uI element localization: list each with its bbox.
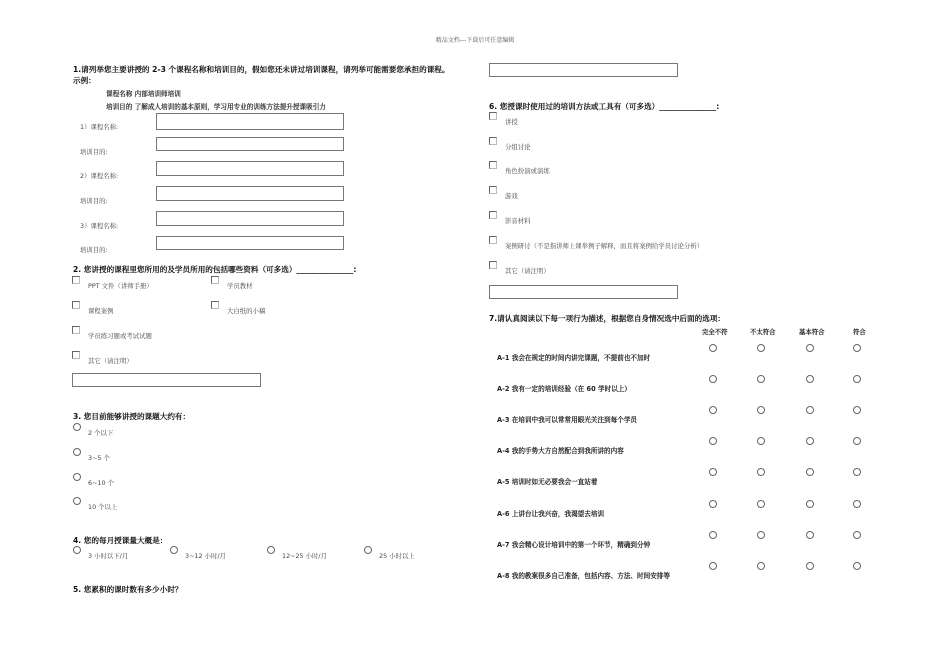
q7-radio-3[interactable] <box>806 375 814 383</box>
q1-field-label: 培训目的: <box>80 197 108 205</box>
q4-radio[interactable] <box>364 546 372 554</box>
q7-radio-1[interactable] <box>709 500 717 508</box>
q6-option-label: 其它（请注明） <box>505 267 550 275</box>
q7-radio-4[interactable] <box>853 562 861 570</box>
q1-goal-2-input[interactable] <box>156 186 344 201</box>
q1-example-label: 示例： <box>73 76 96 85</box>
q2-option-label: 课程案例 <box>88 307 114 315</box>
q7-radio-3[interactable] <box>806 562 814 570</box>
q4-radio[interactable] <box>267 546 275 554</box>
q3-option-label: 3~5 个 <box>88 454 110 462</box>
q2-option-label: PPT 文件（讲师手册） <box>88 282 153 290</box>
q7-radio-3[interactable] <box>806 531 814 539</box>
q2-title: 2. 您讲授的课程里您所用的及学员所用的包括哪些资料（可多选）_______________: <box>73 265 357 274</box>
q6-option-label: 角色扮演或演练 <box>505 167 550 175</box>
q7-radio-4[interactable] <box>853 406 861 414</box>
q7-radio-1[interactable] <box>709 406 717 414</box>
q7-radio-4[interactable] <box>853 375 861 383</box>
q7-row-label: A-1 我会在规定的时间内讲完课题，不提前也不加时 <box>497 354 651 362</box>
q2-checkbox[interactable] <box>72 276 80 284</box>
q7-radio-2[interactable] <box>757 344 765 352</box>
q1-field-label: 1）课程名称: <box>80 123 119 131</box>
q2-checkbox[interactable] <box>72 351 80 359</box>
q1-field-label: 培训目的: <box>80 246 108 254</box>
q7-column-header: 不太符合 <box>750 328 776 336</box>
q5-hours-input[interactable] <box>489 63 678 77</box>
q3-radio[interactable] <box>73 473 81 481</box>
q7-radio-4[interactable] <box>853 344 861 352</box>
q6-checkbox[interactable] <box>489 112 497 120</box>
q7-column-header: 完全不符 <box>702 328 728 336</box>
q7-radio-1[interactable] <box>709 531 717 539</box>
q7-row-label: A-4 我的手势大方自然配合到我所讲的内容 <box>497 447 624 455</box>
q3-radio[interactable] <box>73 448 81 456</box>
q6-checkbox[interactable] <box>489 236 497 244</box>
q2-other-input[interactable] <box>72 373 261 387</box>
q7-radio-2[interactable] <box>757 375 765 383</box>
q2-option-label: 大白纸的小稿 <box>227 307 266 315</box>
q7-row-label: A-5 培训时如无必要我会一直站着 <box>497 478 598 486</box>
q7-radio-3[interactable] <box>806 500 814 508</box>
q7-radio-1[interactable] <box>709 437 717 445</box>
q6-option-label: 案例研讨（不是指讲师上课举例子解释，而且将案例给学员讨论分析） <box>505 242 704 250</box>
q7-column-header: 基本符合 <box>799 328 825 336</box>
q7-radio-3[interactable] <box>806 406 814 414</box>
q7-row-label: A-7 我会精心设计培训中的第一个环节，精确到分钟 <box>497 541 651 549</box>
page-header: 精品文档---下载后可任意编辑 <box>435 37 515 44</box>
q7-radio-3[interactable] <box>806 437 814 445</box>
q6-checkbox[interactable] <box>489 137 497 145</box>
q1-course-3-input[interactable] <box>156 211 344 226</box>
q4-option-label: 25 小时以上 <box>379 552 415 560</box>
q1-title: 1.请列举您主要讲授的 2-3 个课程名称和培训目的，假如您还未讲过培训课程，请列举可能需要您承担的课程。 <box>73 65 450 74</box>
q1-goal-1-input[interactable] <box>156 137 344 151</box>
q6-other-input[interactable] <box>489 285 678 299</box>
q4-title: 4. 您的每月授课量大概是： <box>73 536 168 545</box>
q7-radio-2[interactable] <box>757 531 765 539</box>
q7-row-label: A-2 我有一定的培训经验（在 60 学时以上） <box>497 385 631 393</box>
q7-radio-4[interactable] <box>853 468 861 476</box>
q2-option-label: 学员教材 <box>227 282 253 290</box>
q1-course-2-input[interactable] <box>156 161 344 176</box>
q2-checkbox[interactable] <box>211 301 219 309</box>
q3-radio[interactable] <box>73 497 81 505</box>
q3-title: 3. 您目前能够讲授的课题大约有： <box>73 412 191 421</box>
q6-option-label: 影音材料 <box>505 217 531 225</box>
q1-field-label: 2）课程名称: <box>80 172 119 180</box>
q7-radio-4[interactable] <box>853 437 861 445</box>
q6-checkbox[interactable] <box>489 211 497 219</box>
q6-title: 6. 您授课时使用过的培训方法或工具有（可多选）_______________: <box>489 102 720 111</box>
q6-option-label: 游戏 <box>505 192 518 200</box>
q7-radio-4[interactable] <box>853 531 861 539</box>
q7-title: 7.请认真阅读以下每一项行为描述，根据您自身情况选中后面的选项： <box>489 314 725 323</box>
q7-column-header: 符合 <box>853 328 866 336</box>
q4-option-label: 12~25 小时/月 <box>282 552 327 560</box>
q7-radio-1[interactable] <box>709 344 717 352</box>
q6-option-label: 分组讨论 <box>505 143 531 151</box>
q4-option-label: 3~12 小时/月 <box>185 552 226 560</box>
q2-checkbox[interactable] <box>211 276 219 284</box>
q7-row-label: A-8 我的教案很多自己准备，包括内容、方法、时间安排等 <box>497 572 670 580</box>
q7-radio-2[interactable] <box>757 406 765 414</box>
q7-radio-3[interactable] <box>806 344 814 352</box>
q7-radio-4[interactable] <box>853 500 861 508</box>
q3-option-label: 6~10 个 <box>88 479 114 487</box>
q6-checkbox[interactable] <box>489 261 497 269</box>
q7-radio-2[interactable] <box>757 437 765 445</box>
q1-field-label: 培训目的: <box>80 148 108 156</box>
q1-course-1-input[interactable] <box>156 113 344 130</box>
q7-radio-1[interactable] <box>709 468 717 476</box>
q7-radio-1[interactable] <box>709 375 717 383</box>
q7-radio-1[interactable] <box>709 562 717 570</box>
q2-option-label: 其它（请注明） <box>88 357 133 365</box>
q1-example-goal: 培训目的 了解成人培训的基本原则，学习用专业的训练方法提升授课吸引力 <box>106 103 326 111</box>
q6-option-label: 讲授 <box>505 118 518 126</box>
q7-radio-3[interactable] <box>806 468 814 476</box>
q3-radio[interactable] <box>73 423 81 431</box>
q3-option-label: 10 个以上 <box>88 503 118 511</box>
q2-checkbox[interactable] <box>72 326 80 334</box>
q7-row-label: A-6 上讲台让我兴奋，我渴望去培训 <box>497 510 605 518</box>
q3-option-label: 2 个以下 <box>88 429 114 437</box>
q6-checkbox[interactable] <box>489 161 497 169</box>
q2-checkbox[interactable] <box>72 301 80 309</box>
q7-radio-2[interactable] <box>757 468 765 476</box>
q7-radio-2[interactable] <box>757 500 765 508</box>
q1-field-label: 3）课程名称: <box>80 222 119 230</box>
q6-checkbox[interactable] <box>489 186 497 194</box>
q1-goal-3-input[interactable] <box>156 236 344 250</box>
q1-example-course: 课程名称 内部培训师培训 <box>106 90 181 98</box>
q5-title: 5. 您累积的课时数有多少小时？ <box>73 585 183 594</box>
q4-option-label: 3 小时以下/月 <box>88 552 129 560</box>
q7-radio-2[interactable] <box>757 562 765 570</box>
q7-row-label: A-3 在培训中我可以常常用眼光关注到每个学员 <box>497 416 638 424</box>
q4-radio[interactable] <box>170 546 178 554</box>
q4-radio[interactable] <box>73 546 81 554</box>
q2-option-label: 学员练习题或考试试题 <box>88 332 152 340</box>
